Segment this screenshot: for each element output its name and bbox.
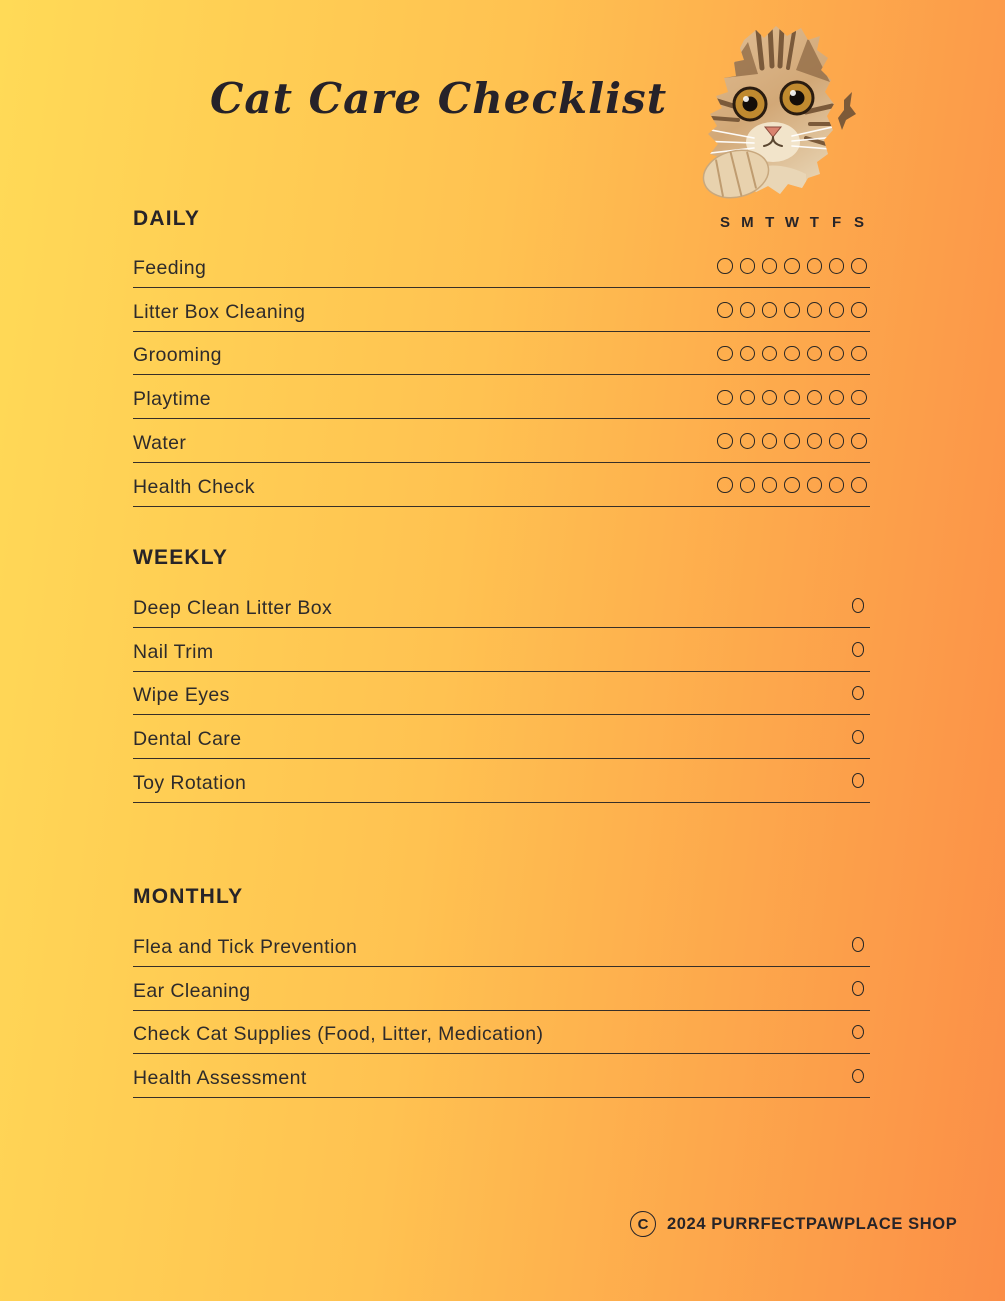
checkbox-slot (847, 1069, 869, 1084)
checkbox-circle[interactable] (784, 433, 800, 449)
task-label: Dental Care (133, 728, 242, 751)
checkbox-circle[interactable] (717, 346, 733, 362)
checkbox-slot (847, 773, 869, 788)
checkbox-circle[interactable] (852, 598, 865, 613)
day-header-letter: M (741, 214, 754, 231)
task-label: Health Check (133, 475, 255, 498)
weekly-section-header (133, 546, 870, 570)
daily-row-grooming (133, 332, 870, 376)
checkbox-cell (848, 433, 870, 449)
checkbox-circle[interactable] (762, 433, 778, 449)
checkbox-cell (826, 302, 848, 318)
task-label: Nail Trim (133, 640, 214, 663)
daily-row-litter-box-cleaning (133, 288, 870, 332)
checkbox-circle[interactable] (829, 477, 845, 493)
section-title-monthly: MONTHLY (133, 885, 244, 908)
page-title: Cat Care Checklist (210, 74, 668, 123)
daily-rows (133, 244, 870, 507)
checkbox-cell (759, 346, 781, 362)
checkbox-cell (714, 346, 736, 362)
day-of-week-headers (714, 214, 870, 231)
checkbox-circle[interactable] (807, 258, 823, 274)
checkbox-circle[interactable] (762, 302, 778, 318)
task-label: Playtime (133, 388, 211, 411)
checkbox-cell (803, 258, 825, 274)
checkbox-circle[interactable] (829, 346, 845, 362)
checkbox-cell (847, 686, 869, 701)
checkbox-cell (803, 346, 825, 362)
checkbox-cell (759, 302, 781, 318)
task-label: Wipe Eyes (133, 684, 230, 707)
daily-row-feeding (133, 244, 870, 288)
checkbox-circle[interactable] (717, 433, 733, 449)
monthly-row-health-assessment (133, 1054, 870, 1098)
checkbox-cell (803, 390, 825, 406)
checkbox-cell (781, 477, 803, 493)
checkbox-circle[interactable] (852, 1069, 865, 1084)
checkbox-circle[interactable] (829, 258, 845, 274)
checkbox-circle[interactable] (717, 390, 733, 406)
checkbox-cell (714, 433, 736, 449)
checkbox-slot (847, 686, 869, 701)
footer (630, 1211, 957, 1237)
checkbox-circle[interactable] (740, 433, 756, 449)
checkbox-circle[interactable] (851, 346, 867, 362)
task-label: Deep Clean Litter Box (133, 596, 333, 619)
checkbox-circle[interactable] (829, 302, 845, 318)
checkbox-circle[interactable] (807, 477, 823, 493)
checkbox-cell (759, 477, 781, 493)
checkbox-circle[interactable] (740, 390, 756, 406)
section-title-daily: DAILY (133, 207, 201, 230)
day-header-letter: F (832, 214, 842, 231)
checkbox-circle[interactable] (762, 258, 778, 274)
checkbox-cell (826, 258, 848, 274)
checkbox-circle[interactable] (784, 390, 800, 406)
checkbox-cell (848, 477, 870, 493)
footer-shop-text: 2024 PURRFECTPAWPLACE SHOP (667, 1214, 958, 1233)
cat-photo-torn-hole (684, 22, 862, 206)
daily-row-water (133, 419, 870, 463)
checkbox-cell (847, 1025, 869, 1040)
checkbox-cell (736, 346, 758, 362)
checkbox-cell (847, 598, 869, 613)
checkbox-circle[interactable] (784, 477, 800, 493)
checkbox-slot (847, 937, 869, 952)
checkbox-circle[interactable] (852, 642, 865, 657)
checkbox-cell (826, 477, 848, 493)
checkbox-cell (848, 390, 870, 406)
daily-checkbox-strip (714, 433, 870, 449)
checkbox-circle[interactable] (852, 937, 865, 952)
copyright-icon: C (630, 1211, 656, 1237)
checkbox-slot (847, 730, 869, 745)
checkbox-circle[interactable] (807, 390, 823, 406)
daily-row-health-check (133, 463, 870, 507)
day-header-letter: S (719, 214, 730, 231)
checkbox-cell (759, 258, 781, 274)
daily-checkbox-strip (714, 346, 870, 362)
checkbox-circle[interactable] (740, 258, 756, 274)
checkbox-circle[interactable] (851, 390, 867, 406)
checkbox-cell (736, 390, 758, 406)
checkbox-cell (847, 773, 869, 788)
checkbox-cell (759, 433, 781, 449)
checkbox-cell (847, 981, 869, 996)
checkbox-cell (781, 433, 803, 449)
torn-paper-fragment (838, 92, 856, 130)
checkbox-cell (781, 258, 803, 274)
daily-row-playtime (133, 375, 870, 419)
checkbox-cell (781, 346, 803, 362)
weekly-row-deep-clean-litter-box (133, 584, 870, 628)
checkbox-cell (848, 302, 870, 318)
weekly-row-toy-rotation (133, 759, 870, 803)
monthly-row-ear-cleaning (133, 967, 870, 1011)
checkbox-cell (803, 477, 825, 493)
cat-peeking-illustration (684, 22, 862, 206)
checkbox-circle[interactable] (851, 258, 867, 274)
checkbox-circle[interactable] (784, 346, 800, 362)
task-label: Flea and Tick Prevention (133, 935, 358, 958)
day-header-letter: T (809, 214, 819, 231)
checkbox-circle[interactable] (851, 302, 867, 318)
day-header-letter: T (765, 214, 775, 231)
weekly-row-dental-care (133, 715, 870, 759)
checkbox-circle[interactable] (852, 773, 865, 788)
checkbox-cell (736, 258, 758, 274)
task-label: Health Assessment (133, 1067, 307, 1090)
checkbox-circle[interactable] (762, 390, 778, 406)
checkbox-circle[interactable] (717, 302, 733, 318)
checkbox-cell (714, 302, 736, 318)
task-label: Water (133, 431, 187, 454)
checkbox-slot (847, 1025, 869, 1040)
monthly-row-check-cat-supplies-food-litter-medication (133, 1011, 870, 1055)
section-title-weekly: WEEKLY (133, 546, 229, 569)
task-label: Ear Cleaning (133, 979, 251, 1002)
checkbox-circle[interactable] (807, 433, 823, 449)
daily-checkbox-strip (714, 302, 870, 318)
checkbox-circle[interactable] (852, 1025, 865, 1040)
task-label: Litter Box Cleaning (133, 300, 306, 323)
checkbox-circle[interactable] (762, 346, 778, 362)
checkbox-cell (759, 390, 781, 406)
checkbox-slot (847, 598, 869, 613)
checkbox-cell (714, 258, 736, 274)
checkbox-circle[interactable] (851, 477, 867, 493)
checkbox-cell (736, 433, 758, 449)
task-label: Check Cat Supplies (Food, Litter, Medication) (133, 1023, 544, 1046)
checkbox-circle[interactable] (852, 686, 865, 701)
checkbox-circle[interactable] (852, 981, 865, 996)
checkbox-cell (847, 730, 869, 745)
checkbox-cell (848, 258, 870, 274)
checkbox-circle[interactable] (784, 258, 800, 274)
monthly-rows (133, 923, 870, 1098)
checkbox-cell (826, 346, 848, 362)
checkbox-slot (847, 981, 869, 996)
weekly-row-nail-trim (133, 628, 870, 672)
checkbox-circle[interactable] (717, 477, 733, 493)
checkbox-circle[interactable] (807, 346, 823, 362)
checkbox-cell (803, 302, 825, 318)
checkbox-circle[interactable] (740, 477, 756, 493)
task-label: Toy Rotation (133, 771, 247, 794)
checkbox-cell (847, 642, 869, 657)
checkbox-circle[interactable] (852, 730, 865, 745)
checkbox-cell (847, 1069, 869, 1084)
checkbox-cell (736, 477, 758, 493)
monthly-section-header (133, 885, 870, 909)
daily-checkbox-strip (714, 390, 870, 406)
checkbox-cell (848, 346, 870, 362)
day-header-letter: S (853, 214, 864, 231)
checkbox-circle[interactable] (740, 302, 756, 318)
checkbox-circle[interactable] (762, 477, 778, 493)
checkbox-cell (826, 433, 848, 449)
checkbox-circle[interactable] (717, 258, 733, 274)
daily-checkbox-strip (714, 477, 870, 493)
checkbox-circle[interactable] (807, 302, 823, 318)
checkbox-cell (803, 433, 825, 449)
checkbox-circle[interactable] (851, 433, 867, 449)
checkbox-cell (714, 390, 736, 406)
task-label: Feeding (133, 256, 207, 279)
checkbox-cell (714, 477, 736, 493)
weekly-rows (133, 584, 870, 803)
checkbox-circle[interactable] (740, 346, 756, 362)
day-header-letter: W (784, 214, 800, 231)
checkbox-slot (847, 642, 869, 657)
checkbox-cell (847, 937, 869, 952)
checkbox-cell (826, 390, 848, 406)
checkbox-circle[interactable] (784, 302, 800, 318)
daily-checkbox-strip (714, 258, 870, 274)
weekly-row-wipe-eyes (133, 672, 870, 716)
checkbox-circle[interactable] (829, 433, 845, 449)
daily-section-header (133, 207, 870, 231)
monthly-row-flea-and-tick-prevention (133, 923, 870, 967)
checkbox-cell (736, 302, 758, 318)
task-label: Grooming (133, 344, 222, 367)
checkbox-cell (781, 302, 803, 318)
checkbox-cell (781, 390, 803, 406)
checkbox-circle[interactable] (829, 390, 845, 406)
